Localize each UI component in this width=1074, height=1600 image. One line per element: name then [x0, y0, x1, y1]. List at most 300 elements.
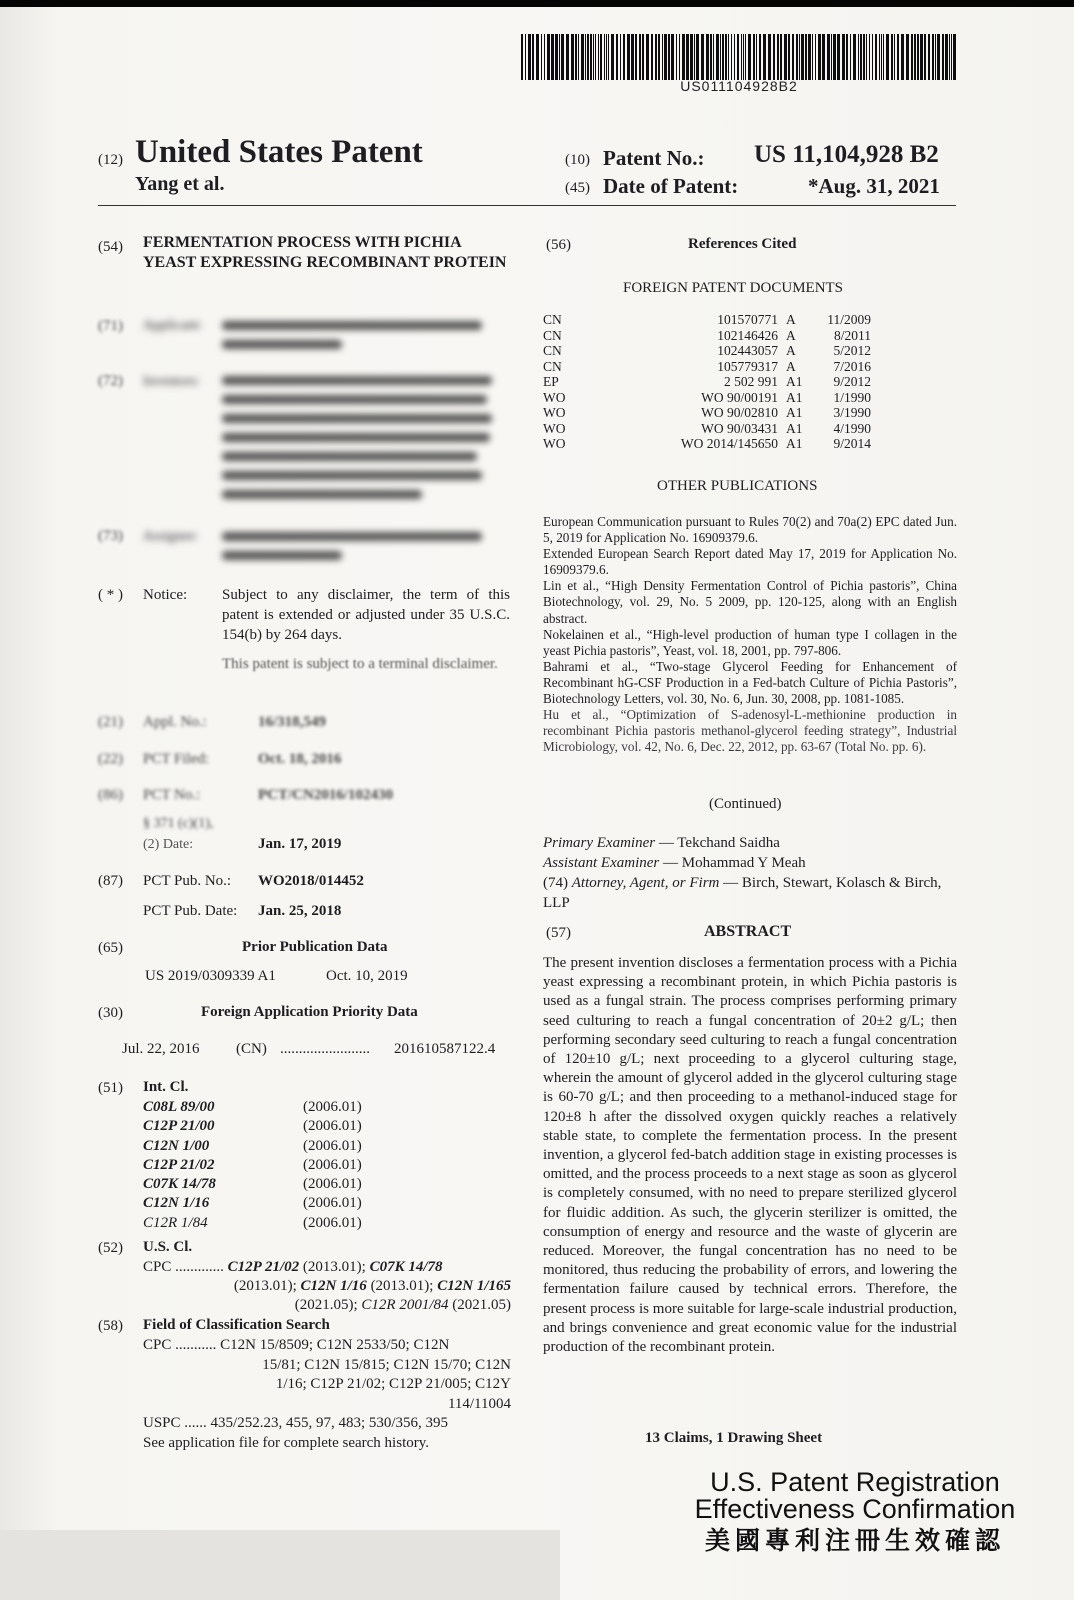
code-74: (74): [543, 875, 568, 891]
barcode-bar: [541, 34, 542, 80]
barcode-bar: [827, 34, 830, 80]
attorney-label: Attorney, Agent, or Firm: [571, 875, 720, 891]
doc-date: 1/1990: [833, 389, 871, 405]
int-cl-row: [143, 1214, 362, 1233]
document-type: United States Patent: [135, 134, 423, 170]
barcode-bar: [620, 34, 621, 80]
foreign-doc-row: [543, 343, 871, 359]
int-cl-symbol: C12N 1/00: [143, 1137, 210, 1154]
examiners-block: [543, 833, 957, 913]
pct-no-label: PCT No.:: [143, 787, 201, 803]
cpc-version: (2013.01);: [299, 1259, 370, 1275]
doc-kind: A: [786, 312, 796, 327]
barcode-bar: [598, 34, 599, 80]
cpc-version: (2021.05);: [294, 1297, 362, 1313]
int-cl-row: [143, 1117, 362, 1136]
assistant-examiner: — Mohammad Y Meah: [663, 855, 806, 871]
s371-date-label: (2) Date:: [143, 837, 194, 852]
cpc-label: CPC: [143, 1259, 172, 1275]
barcode-bar: [953, 34, 956, 80]
patent-number: US 11,104,928 B2: [754, 141, 939, 168]
field-search-cpc: [143, 1336, 511, 1453]
appl-no: 16/318,549: [258, 714, 326, 730]
other-pubs-heading: OTHER PUBLICATIONS: [657, 478, 818, 494]
barcode-bar: [616, 34, 618, 80]
barcode-bar: [658, 34, 660, 80]
barcode-bar: [696, 34, 699, 80]
doc-date: 7/2016: [833, 358, 871, 374]
int-cl-symbol: C12P 21/02: [143, 1156, 215, 1173]
barcode-bar: [737, 34, 739, 80]
barcode-bar: [753, 34, 755, 80]
barcode-bar: [894, 34, 895, 80]
barcode-bar: [555, 34, 558, 80]
code-86: (86): [98, 787, 123, 803]
int-cl-row: [143, 1137, 362, 1156]
doc-date: 8/2011: [834, 327, 871, 343]
int-cl-version: (2006.01): [303, 1195, 362, 1212]
barcode-bar: [777, 34, 779, 80]
barcode-bar: [581, 34, 584, 80]
barcode-bar: [886, 34, 889, 80]
pct-pub-no: WO2018/014452: [258, 873, 364, 889]
doc-date: 3/1990: [833, 405, 871, 420]
cpc-line-3: [143, 1296, 511, 1315]
fs-cpc-line-4: 114/11004: [447, 1395, 511, 1412]
inventors-redacted: [222, 372, 502, 502]
barcode-bar: [897, 34, 899, 80]
publication-entry: Bahrami et al., “Two-stage Glycerol Feeding for Enhancement of Recombinant hG-CSF Production in a Fed-batch Culture of Pichia Pastoris”, Biotechnology Letters, vol. 30, No. 6, Jun. 30, 2008, pp. 1081-1085.: [543, 658, 957, 707]
barcode-bar: [949, 34, 950, 80]
barcode-bar: [664, 34, 667, 80]
foreign-priority-heading: Foreign Application Priority Data: [201, 1004, 418, 1020]
barcode-bar: [759, 34, 761, 80]
fs-cpc-line-2: 15/81; C12N 15/815; C12N 15/70; C12N: [262, 1356, 511, 1373]
cpc-line-1: [143, 1258, 511, 1277]
barcode-bar: [676, 34, 677, 80]
cpc-symbol: C12R 2001/84: [361, 1297, 449, 1313]
doc-number: 2 502 991: [724, 374, 778, 389]
barcode-bar: [587, 34, 589, 80]
cpc-symbol: C07K 14/78: [369, 1259, 443, 1275]
inventors-label: Inventors:: [143, 374, 200, 389]
barcode-number: US011104928B2: [680, 78, 798, 94]
applicant-label: Applicant:: [143, 318, 203, 333]
int-cl-heading: Int. Cl.: [143, 1079, 189, 1095]
publication-entry: European Communication pursuant to Rules 70(2) and 70a(2) EPC dated Jun. 5, 2019 for Application No. 16909379.6.: [543, 514, 957, 546]
assignee-redacted: [222, 527, 492, 567]
barcode-bar: [799, 34, 800, 80]
cpc-version: (2013.01);: [233, 1278, 301, 1294]
primary-examiner: — Tekchand Saidha: [658, 835, 780, 851]
code-45: (45): [565, 180, 590, 196]
doc-date: 5/2012: [833, 343, 871, 358]
barcode-bar: [521, 34, 523, 80]
barcode-bar: [713, 34, 714, 80]
notice-label: Notice:: [143, 587, 188, 603]
barcode-bar: [631, 34, 634, 80]
doc-kind: A1: [786, 436, 803, 451]
doc-date: 9/2014: [833, 436, 871, 451]
barcode-bar: [734, 34, 735, 80]
int-cl-row: [143, 1156, 362, 1175]
doc-country: CN: [543, 343, 562, 358]
field-search-heading: Field of Classification Search: [143, 1317, 330, 1333]
barcode-bar: [585, 34, 586, 80]
stamp-line-3: 美國專利注冊生效確認: [704, 1526, 1005, 1555]
barcode-bar: [872, 34, 873, 80]
barcode-bar: [706, 34, 709, 80]
doc-number: WO 90/00191: [701, 389, 778, 405]
barcode-bar: [784, 34, 787, 80]
barcode-bar: [578, 34, 579, 80]
barcode-bar: [536, 34, 539, 80]
barcode-bar: [842, 34, 845, 80]
foreign-docs-table: [543, 312, 871, 452]
barcode-bar: [528, 34, 531, 80]
cpc-version: (2021.05): [448, 1297, 511, 1313]
barcode-bar: [773, 34, 775, 80]
doc-number: 102443057: [717, 343, 778, 358]
code-58: (58): [98, 1318, 123, 1334]
code-10: (10): [565, 152, 590, 168]
barcode-bar: [788, 34, 790, 80]
pct-pub-date-label: PCT Pub. Date:: [143, 903, 238, 919]
doc-number: 101570771: [717, 312, 778, 327]
barcode-bar: [951, 34, 952, 80]
code-30: (30): [98, 1005, 123, 1021]
doc-country: CN: [543, 358, 562, 374]
barcode-bar: [682, 34, 685, 80]
barcode-bar: [906, 34, 909, 80]
barcode-bar: [551, 34, 554, 80]
int-cl-row: [143, 1194, 362, 1213]
us-cl-heading: U.S. Cl.: [143, 1239, 193, 1255]
uspc-dots: ......: [184, 1415, 207, 1431]
barcode-bar: [611, 34, 614, 80]
barcode-bar: [671, 34, 674, 80]
stamp-line-1: U.S. Patent Registration: [710, 1467, 1000, 1497]
barcode-bar: [883, 34, 884, 80]
int-cl-version: (2006.01): [303, 1214, 362, 1231]
barcode-bar: [792, 34, 794, 80]
doc-number: WO 90/02810: [701, 405, 778, 420]
int-cl-version: (2006.01): [303, 1156, 362, 1173]
barcode-bar: [561, 34, 564, 80]
barcode-bar: [701, 34, 704, 80]
code-73: (73): [98, 528, 123, 544]
barcode-bar: [945, 34, 948, 80]
barcode-bar: [575, 34, 577, 80]
barcode-bar: [743, 34, 744, 80]
barcode-bar: [710, 34, 712, 80]
foreign-doc-row: [543, 390, 871, 406]
barcode-bar: [608, 34, 609, 80]
barcode-bar: [796, 34, 798, 80]
doc-kind: A: [786, 327, 796, 343]
barcode-bar: [801, 34, 804, 80]
foreign-priority-dots: ........................: [280, 1041, 370, 1057]
fs-cpc-line-3: 1/16; C12P 21/02; C12P 21/005; C12Y: [275, 1376, 511, 1392]
foreign-doc-row: [543, 328, 871, 344]
prior-pub-heading: Prior Publication Data: [242, 939, 388, 955]
patent-no-label: Patent No.:: [603, 146, 705, 170]
barcode-bar: [866, 34, 867, 80]
int-cl-row: [143, 1175, 362, 1194]
int-cl-version: (2006.01): [303, 1176, 362, 1193]
pct-no: PCT/CN2016/102430: [258, 787, 393, 803]
barcode-bar: [850, 34, 851, 80]
barcode-bar: [544, 34, 545, 80]
code-21: (21): [98, 714, 123, 730]
continued-note: (Continued): [709, 796, 782, 812]
uspc-value: 435/252.23, 455, 97, 483; 530/356, 395: [210, 1415, 449, 1431]
fs-cpc-value: C12N 15/8509; C12N 2533/50; C12N: [220, 1337, 450, 1353]
barcode-bar: [639, 34, 641, 80]
fs-cpc-line-1: [143, 1336, 511, 1356]
pct-pub-date: Jan. 25, 2018: [258, 903, 342, 919]
barcode-bar: [780, 34, 782, 80]
code-65: (65): [98, 940, 123, 956]
doc-kind: A1: [786, 420, 803, 436]
barcode-bar: [655, 34, 657, 80]
barcode-bar: [768, 34, 771, 80]
notice-text: Subject to any disclaimer, the term of this patent is extended or adjusted under 35 U.S.C. 154(b) by 264 days.: [222, 587, 510, 643]
foreign-priority-country: (CN): [236, 1041, 267, 1057]
doc-kind: A1: [786, 389, 803, 405]
foreign-doc-row: [543, 374, 871, 390]
applicant-redacted: [222, 316, 492, 356]
barcode-bar: [716, 34, 719, 80]
doc-number: 105779317: [717, 358, 778, 374]
barcode-bar: [559, 34, 560, 80]
barcode-bar: [932, 34, 934, 80]
barcode-bar: [679, 34, 680, 80]
barcode-bar: [815, 34, 816, 80]
doc-country: WO: [543, 420, 566, 436]
code-22: (22): [98, 751, 123, 767]
search-history-note: See application file for complete search history.: [143, 1434, 430, 1451]
foreign-doc-row: [543, 312, 871, 328]
barcode-bar: [651, 34, 653, 80]
cpc-line-2: [143, 1277, 511, 1296]
cpc-symbol: C12N 1/16: [300, 1278, 367, 1294]
barcode-bar: [646, 34, 649, 80]
barcode-bar: [566, 34, 569, 80]
barcode-bar: [858, 34, 859, 80]
doc-country: EP: [543, 374, 559, 389]
code-51: (51): [98, 1080, 123, 1096]
barcode-bar: [668, 34, 670, 80]
barcode-bar: [863, 34, 865, 80]
barcode-bar: [891, 34, 893, 80]
doc-number: WO 2014/145650: [680, 436, 778, 451]
date-label: Date of Patent:: [603, 174, 739, 198]
barcode-bar: [690, 34, 693, 80]
prior-pub-date: Oct. 10, 2019: [326, 968, 408, 984]
cpc-version: (2013.01);: [366, 1278, 438, 1294]
assignee-label: Assignee:: [143, 529, 199, 544]
code-72: (72): [98, 373, 123, 389]
primary-examiner-label: Primary Examiner: [543, 835, 656, 851]
other-publications: [543, 514, 957, 755]
barcode-bar: [720, 34, 721, 80]
doc-number: WO 90/03431: [701, 420, 778, 436]
pct-pub-no-label: PCT Pub. No.:: [143, 873, 232, 889]
int-cl-symbol: C12P 21/00: [143, 1118, 215, 1135]
barcode-bar: [881, 34, 882, 80]
barcode-bar: [635, 34, 637, 80]
inventors-short: Yang et al.: [135, 173, 225, 195]
attorney-line: [543, 873, 957, 913]
doc-country: CN: [543, 327, 562, 343]
scan-shadow: [0, 1530, 560, 1600]
int-cl-symbol: C12R 1/84: [143, 1214, 208, 1231]
barcode: [521, 34, 957, 80]
int-cl-version: (2006.01): [303, 1118, 362, 1135]
barcode-bar: [741, 34, 742, 80]
barcode-bar: [590, 34, 592, 80]
claims-summary: 13 Claims, 1 Drawing Sheet: [645, 1430, 823, 1446]
assistant-examiner-line: [543, 853, 957, 873]
s371-label: § 371 (c)(1),: [143, 816, 214, 831]
barcode-bar: [686, 34, 689, 80]
int-cl-version: (2006.01): [303, 1099, 362, 1115]
barcode-bar: [805, 34, 807, 80]
doc-kind: A1: [786, 374, 803, 389]
barcode-bar: [920, 34, 923, 80]
foreign-priority-date: Jul. 22, 2016: [122, 1041, 200, 1057]
barcode-bar: [532, 34, 534, 80]
int-cl-symbol: C07K 14/78: [143, 1176, 216, 1193]
barcode-bar: [748, 34, 751, 80]
assistant-examiner-label: Assistant Examiner: [543, 855, 660, 871]
doc-country: WO: [543, 405, 566, 420]
barcode-bar: [627, 34, 630, 80]
barcode-bar: [745, 34, 746, 80]
foreign-doc-row: [543, 359, 871, 375]
code-notice: ( * ): [98, 587, 123, 603]
barcode-bar: [853, 34, 856, 80]
code-54: (54): [98, 239, 123, 255]
barcode-bar: [833, 34, 836, 80]
barcode-bar: [808, 34, 811, 80]
barcode-bar: [917, 34, 919, 80]
barcode-bar: [763, 34, 766, 80]
appl-no-label: Appl. No.:: [143, 714, 207, 730]
primary-examiner-line: [543, 833, 957, 853]
barcode-bar: [525, 34, 526, 80]
doc-number: 102146426: [717, 327, 778, 343]
cpc-symbol: C12P 21/02: [227, 1259, 300, 1275]
int-cl-version: (2006.01): [303, 1137, 362, 1154]
int-cl-row: [143, 1098, 362, 1117]
barcode-bar: [942, 34, 944, 80]
code-71: (71): [98, 318, 123, 334]
code-12: (12): [98, 152, 123, 168]
barcode-bar: [831, 34, 832, 80]
foreign-doc-row: [543, 421, 871, 437]
barcode-bar: [928, 34, 930, 80]
barcode-bar: [731, 34, 732, 80]
invention-title: FERMENTATION PROCESS WITH PICHIA YEAST EXPRESSING RECOMBINANT PROTEIN: [143, 234, 507, 271]
references-heading: References Cited: [688, 236, 797, 252]
barcode-bar: [547, 34, 550, 80]
barcode-bar: [911, 34, 913, 80]
barcode-bar: [642, 34, 644, 80]
uspc-line: [143, 1414, 511, 1434]
doc-date: 11/2009: [827, 312, 871, 327]
barcode-bar: [756, 34, 757, 80]
cpc-symbol: C12N 1/165: [437, 1278, 511, 1294]
barcode-bar: [694, 34, 695, 80]
barcode-bar: [623, 34, 625, 80]
barcode-bar: [818, 34, 821, 80]
doc-kind: A: [786, 343, 796, 358]
foreign-docs-heading: FOREIGN PATENT DOCUMENTS: [623, 280, 844, 296]
publication-entry: Nokelainen et al., “High-level production of human type I collagen in the yeast Pichia pastoris”, Yeast, vol. 18, 2001, pp. 797-806.: [543, 626, 957, 658]
barcode-bar: [879, 34, 880, 80]
barcode-bar: [822, 34, 825, 80]
doc-country: WO: [543, 389, 566, 405]
int-cl-symbol: C08L 89/00: [143, 1099, 215, 1115]
cpc-dots: .............: [175, 1259, 224, 1275]
stamp-line-2: Effectiveness Confirmation: [694, 1494, 1016, 1524]
us-cl-cpc: [143, 1258, 511, 1315]
barcode-bar: [869, 34, 870, 80]
barcode-bar: [837, 34, 840, 80]
doc-date: 4/1990: [833, 420, 871, 436]
header-rule: [98, 205, 956, 206]
code-52: (52): [98, 1240, 123, 1256]
barcode-bar: [604, 34, 605, 80]
doc-country: CN: [543, 312, 562, 327]
foreign-doc-row: [543, 405, 871, 421]
barcode-bar: [571, 34, 574, 80]
pct-filed-label: PCT Filed:: [143, 751, 209, 767]
code-56: (56): [546, 237, 571, 253]
int-cl-list: [143, 1098, 362, 1233]
doc-date: 9/2012: [833, 374, 871, 389]
code-87: (87): [98, 873, 123, 889]
barcode-bar: [600, 34, 602, 80]
confirmation-stamp: [690, 1469, 1020, 1559]
publication-entry: Extended European Search Report dated May 17, 2019 for Application No. 16909379.6.: [543, 546, 957, 578]
foreign-priority-no: 201610587122.4: [394, 1041, 496, 1057]
uspc-label: USPC: [143, 1415, 181, 1431]
pct-filed: Oct. 18, 2016: [258, 751, 342, 767]
barcode-bar: [728, 34, 729, 80]
barcode-bar: [924, 34, 926, 80]
publication-entry: Lin et al., “High Density Fermentation Control of Pichia pastoris”, China Biotechnology, vol. 29, No. 5 2009, pp. 120-125, along with an English abstract.: [543, 578, 957, 626]
doc-kind: A1: [786, 405, 803, 420]
fs-cpc-label: CPC: [143, 1337, 172, 1353]
prior-pub-no: US 2019/0309339 A1: [145, 968, 276, 984]
barcode-bar: [722, 34, 724, 80]
barcode-bar: [935, 34, 936, 80]
barcode-bar: [812, 34, 813, 80]
barcode-bar: [914, 34, 916, 80]
abstract-heading: ABSTRACT: [704, 923, 792, 940]
barcode-bar: [662, 34, 663, 80]
abstract-text: The present invention discloses a fermentation process with a Pichia yeast expressing a recombinant protein, in which Pichia pastoris is used as a fungal strain. The process comprises performing primary seed culturing to reach a fungal concentration of 20±2 g/L; then performing secondary seed culturing to reach a fungal concentration of 120±10 g/L; next proceeding to a glycerol culturing stage, wherein the amount of glycerol added in the glycerol culturing stage is 60-70 g/L; and then proceeding to a methanol-induced stage for 120±8 h after the dissolved oxygen quickly reaches a relatively stable state, to complete the fermentation process. In the present invention, a glycerol fed-batch addition stage in existing processes is omitted, and the process proceeds to a next stage as soon as glycerol is completely consumed, with no need to prepare sterilized glycerol for fluidic addition. As such, the glycerin sterilizer is omitted, the consumption of energy and resource and the waste of glycerin are reduced. Moreover, the fungal concentration has no need to be monitored, thus reducing the probability of errors, and lowering the fermentation failure caused by technical errors. Therefore, the present process is more suitable for large-scale industrial production, and brings convenience and great economic value for the industrial production of the recombinant protein.: [543, 955, 957, 1356]
barcode-bar: [846, 34, 848, 80]
barcode-bar: [606, 34, 607, 80]
barcode-bar: [875, 34, 877, 80]
barcode-bar: [901, 34, 904, 80]
s371-date: Jan. 17, 2019: [258, 836, 342, 852]
fs-cpc-dots: ...........: [175, 1337, 217, 1353]
